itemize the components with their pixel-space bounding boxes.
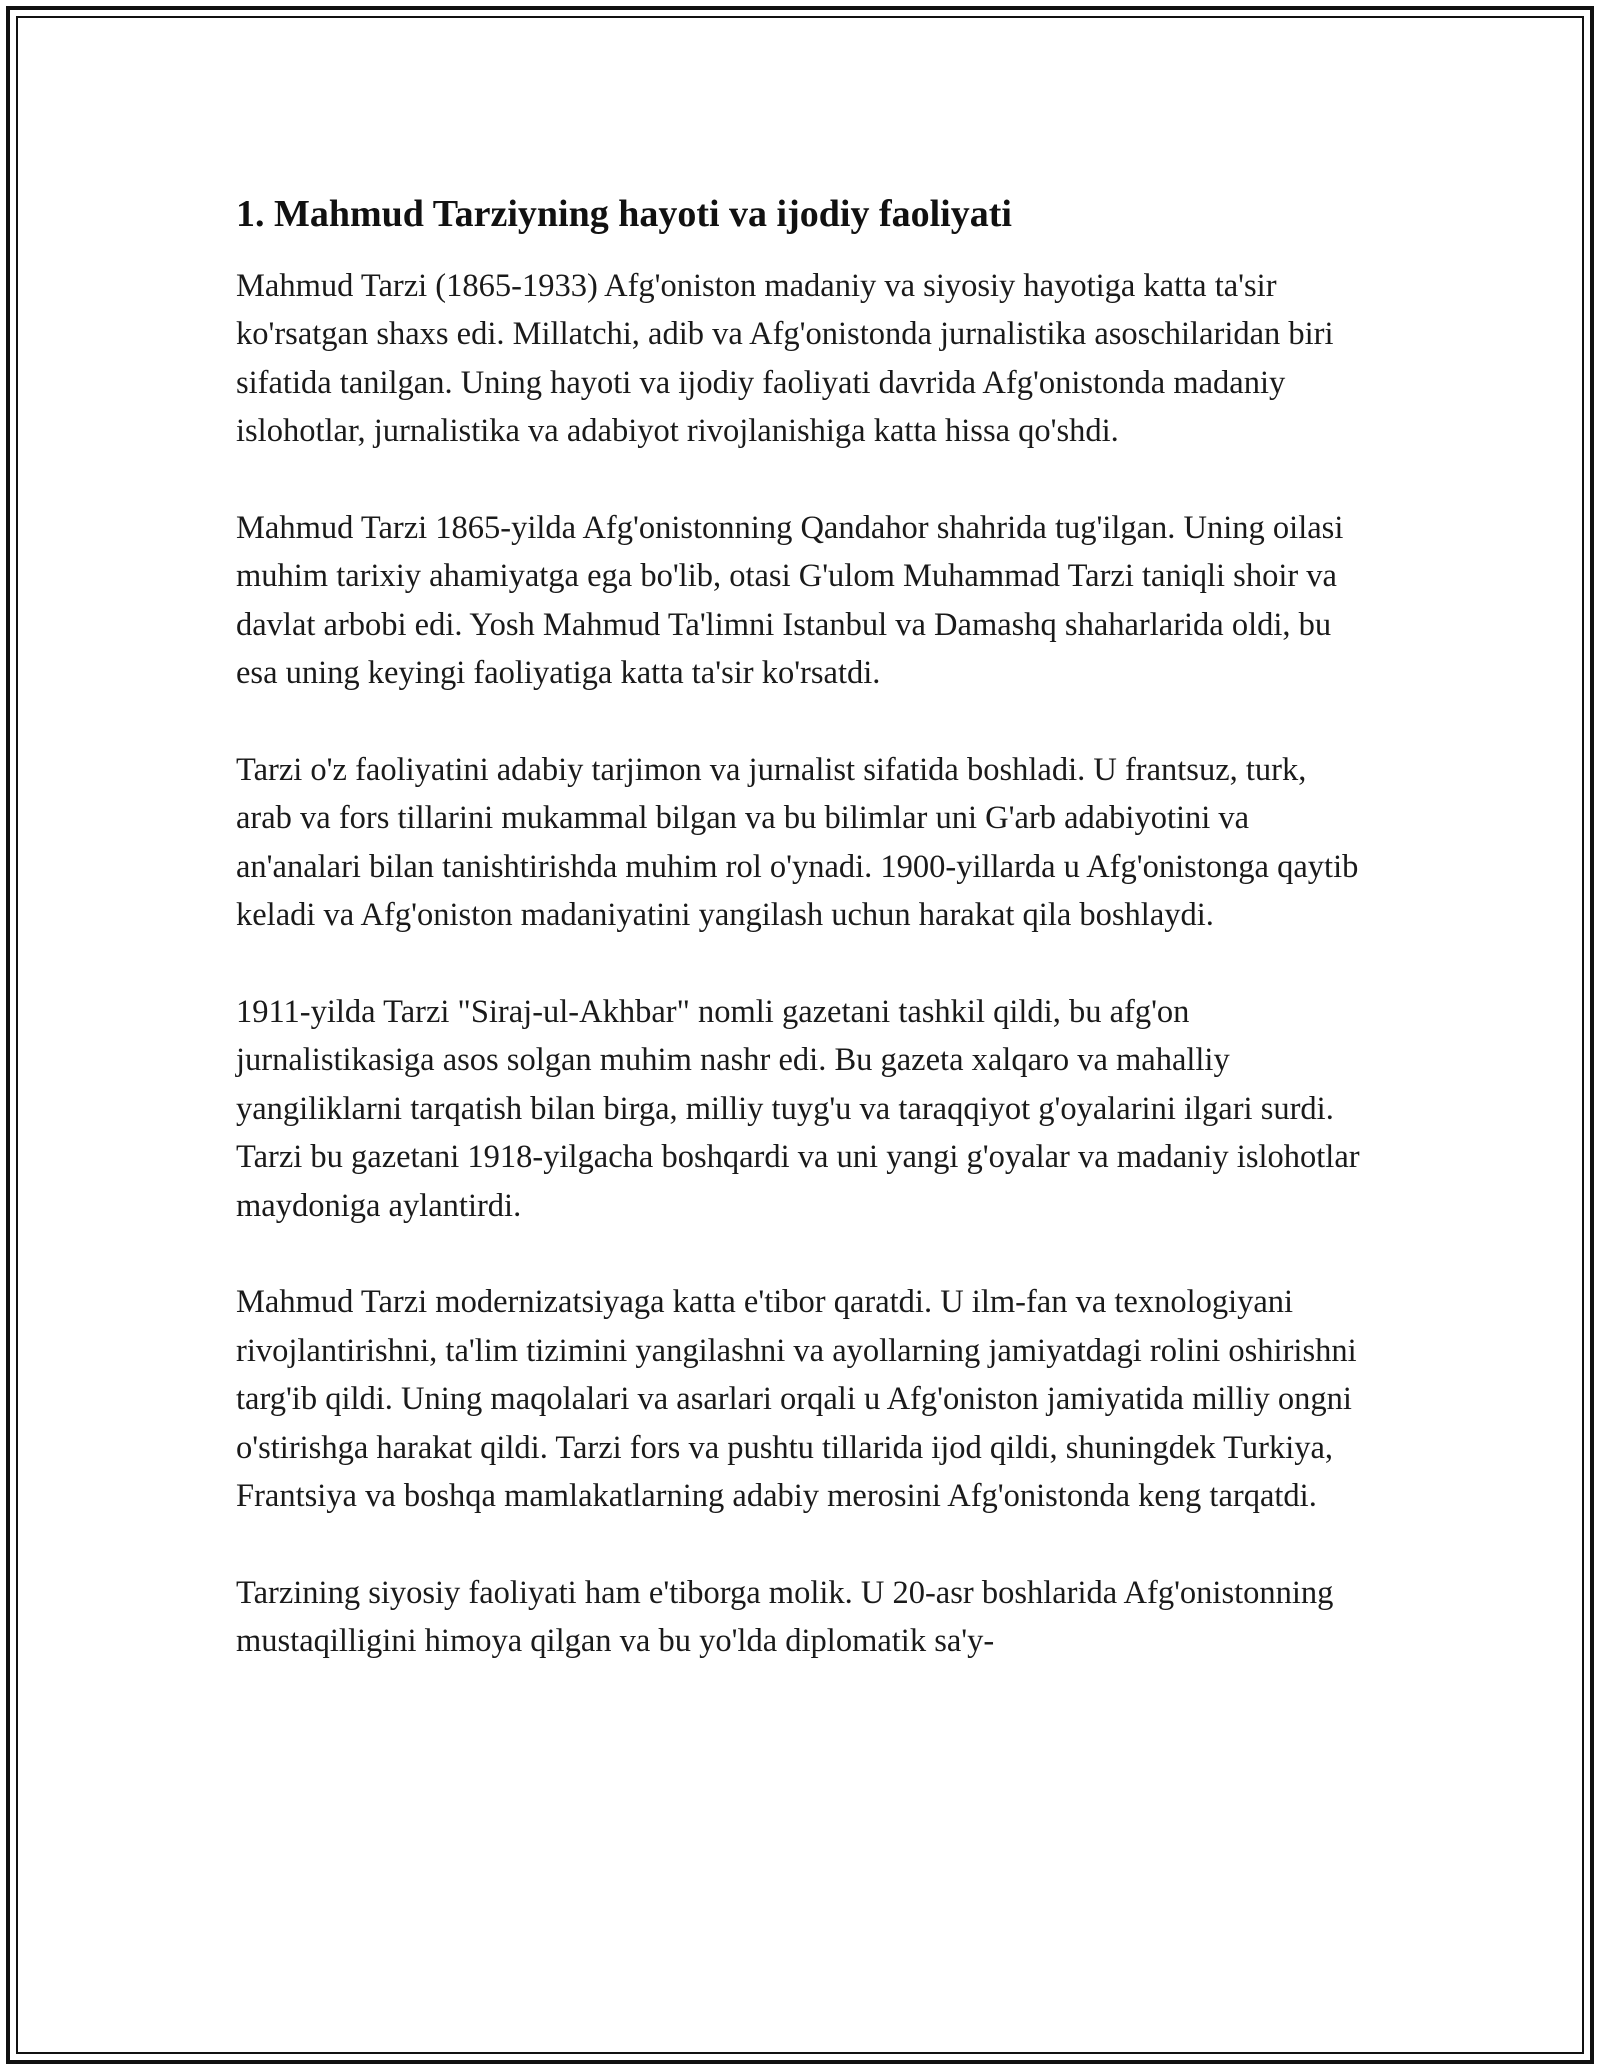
paragraph: 1911-yilda Tarzi "Siraj-ul-Akhbar" nomli gazetani tashkil qildi, bu afg'on jurnalistikasiga asos solgan muhim nashr edi. Bu gazeta xalqaro va mahalliy yangiliklarni tarqatish bilan birga, milliy tuyg'u va taraqqiyot g'oyalarini ilgari surdi. Tarzi bu gazetani 1918-yilgacha boshqardi va uni yangi g'oyalar va madaniy islohotlar maydoniga aylantirdi. xyxy=(236,994,1360,1224)
document-body xyxy=(236,186,1366,1714)
paragraph: Tarzi o'z faoliyatini adabiy tarjimon va jurnalist sifatida boshladi. U frantsuz, turk, arab va fors tillarini mukammal bilgan va bu bilimlar uni G'arb adabiyotini va an'analari bilan tanishtirishda muhim rol o'ynadi. 1900-yillarda u Afg'onistonga qaytib keladi va Afg'oniston madaniyatini yangilash uchun harakat qila boshlaydi. xyxy=(236,752,1359,934)
paragraph: Tarzining siyosiy faoliyati ham e'tiborga molik. U 20-asr boshlarida Afg'onistonning mustaqilligini himoya qilgan va bu yo'lda diplomatik sa'y- xyxy=(236,1574,1334,1660)
paragraph: Mahmud Tarzi modernizatsiyaga katta e'tibor qaratdi. U ilm-fan va texnologiyani rivojlantirishni, ta'lim tizimini yangilashni va ayollarning jamiyatdagi rolini oshirishni targ'ib qildi. Uning maqolalari va asarlari orqali u Afg'oniston jamiyatida milliy ongni o'stirishga harakat qildi. Tarzi fors va pushtu tillarida ijod qildi, shuningdek Turkiya, Frantsiya va boshqa mamlakatlarning adabiy merosini Afg'onistonda keng tarqatdi. xyxy=(236,1284,1357,1515)
section-heading: 1. Mahmud Tarziyning hayoti va ijodiy faoliyati xyxy=(236,193,1012,235)
paragraph: Mahmud Tarzi 1865-yilda Afg'onistonning Qandahor shahrida tug'ilgan. Uning oilasi muhim tarixiy ahamiyatga ega bo'lib, otasi G'ulom Muhammad Tarzi taniqli shoir va davlat arbobi edi. Yosh Mahmud Ta'limni Istanbul va Damashq shaharlarida oldi, bu esa uning keyingi faoliyatiga katta ta'sir ko'rsatdi. xyxy=(236,510,1344,692)
paragraph: Mahmud Tarzi (1865-1933) Afg'oniston madaniy va siyosiy hayotiga katta ta'sir ko'rsatgan shaxs edi. Millatchi, adib va Afg'onistonda jurnalistika asoschilaridan biri sifatida tanilgan. Uning hayoti va ijodiy faoliyati davrida Afg'onistonda madaniy islohotlar, jurnalistika va adabiyot rivojlanishiga katta hissa qo'shdi. xyxy=(236,268,1334,450)
